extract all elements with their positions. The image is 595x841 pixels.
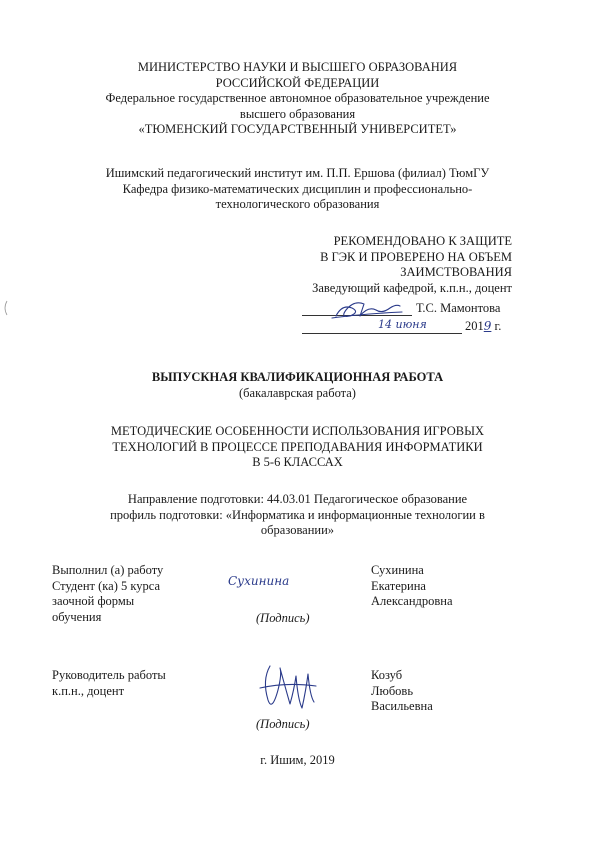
work-title-line-1: МЕТОДИЧЕСКИЕ ОСОБЕННОСТИ ИСПОЛЬЗОВАНИЯ ИГРОВЫХ bbox=[110, 424, 485, 438]
department-line-2: технологического образования bbox=[215, 197, 380, 211]
student-surname: Сухинина bbox=[371, 563, 424, 577]
supervisor-signature bbox=[256, 660, 320, 725]
supervisor-surname: Козуб bbox=[371, 668, 403, 682]
supervisor-signature-label: (Подпись) bbox=[256, 717, 310, 731]
supervisor-role-line-1: Руководитель работы bbox=[52, 668, 166, 682]
approval-block bbox=[252, 234, 512, 296]
year-prefix: 201 bbox=[465, 319, 484, 333]
branch-block bbox=[0, 166, 595, 213]
student-signature-label: (Подпись) bbox=[256, 611, 310, 625]
direction-block bbox=[0, 492, 595, 539]
profile-line-2: образовании» bbox=[260, 523, 335, 537]
header-block bbox=[0, 60, 595, 138]
institution-line-2: высшего образования bbox=[239, 106, 356, 121]
work-subtype: (бакалаврская работа) bbox=[239, 385, 356, 400]
date-handwritten: 14 июня bbox=[378, 318, 427, 331]
year-digit: 9 bbox=[483, 319, 492, 333]
student-role-line-1: Выполнил (а) работу bbox=[52, 563, 164, 577]
approval-line-2: В ГЭК И ПРОВЕРЕНО НА ОБЪЕМ bbox=[320, 249, 512, 264]
date-year bbox=[465, 319, 501, 335]
work-title-line-2: ТЕХНОЛОГИЙ В ПРОЦЕССЕ ПРЕПОДАВАНИЯ ИНФОРМАТИКИ bbox=[112, 439, 483, 454]
supervisor-first-name: Любовь bbox=[371, 683, 414, 698]
student-role-line-2: Студент (ка) 5 курса bbox=[52, 578, 161, 593]
year-suffix: г. bbox=[494, 319, 502, 333]
branch-name: Ишимский педагогический институт им. П.П. Ершова (филиал) ТюмГУ bbox=[105, 166, 490, 180]
profile-line-1: профиль подготовки: «Информатика и информационные технологии в bbox=[110, 507, 485, 522]
work-title-block bbox=[0, 424, 595, 471]
student-patronymic: Александровна bbox=[371, 594, 453, 608]
university-name: «ТЮМЕНСКИЙ ГОСУДАРСТВЕННЫЙ УНИВЕРСИТЕТ» bbox=[138, 122, 457, 136]
direction-line: Направление подготовки: 44.03.01 Педагогическое образование bbox=[127, 492, 468, 506]
work-title-line-3: В 5-6 КЛАССАХ bbox=[252, 455, 343, 469]
student-role-line-4: обучения bbox=[52, 609, 102, 624]
supervisor-patronymic: Васильевна bbox=[371, 699, 433, 713]
footer-block bbox=[0, 753, 595, 769]
supervisor-name bbox=[371, 668, 433, 715]
department-line-1: Кафедра физико-математических дисциплин и профессионально- bbox=[122, 181, 473, 196]
work-type: ВЫПУСКНАЯ КВАЛИФИКАЦИОННАЯ РАБОТА bbox=[151, 370, 444, 384]
approval-line-3: ЗАИМСТВОВАНИЯ bbox=[400, 265, 512, 279]
place-year: г. Ишим, 2019 bbox=[260, 753, 335, 767]
supervisor-role bbox=[52, 668, 166, 699]
work-type-block bbox=[0, 370, 595, 401]
student-name bbox=[371, 563, 453, 610]
margin-mark bbox=[2, 300, 8, 316]
student-first-name: Екатерина bbox=[371, 578, 426, 593]
ministry-line-2: РОССИЙСКОЙ ФЕДЕРАЦИИ bbox=[215, 75, 380, 90]
approval-line-4: Заведующий кафедрой, к.п.н., доцент bbox=[312, 280, 512, 295]
date-underline bbox=[302, 333, 462, 334]
approval-line-1: РЕКОМЕНДОВАНО К ЗАЩИТЕ bbox=[333, 234, 512, 248]
supervisor-role-line-2: к.п.н., доцент bbox=[52, 683, 125, 698]
institution-line-1: Федеральное государственное автономное образовательное учреждение bbox=[105, 91, 490, 105]
student-signature: Сухинина bbox=[228, 574, 290, 588]
head-name: Т.С. Мамонтова bbox=[416, 301, 501, 315]
student-role bbox=[52, 563, 163, 625]
ministry-line-1: МИНИСТЕРСТВО НАУКИ И ВЫСШЕГО ОБРАЗОВАНИЯ bbox=[137, 60, 458, 74]
student-role-line-3: заочной формы bbox=[52, 594, 135, 608]
